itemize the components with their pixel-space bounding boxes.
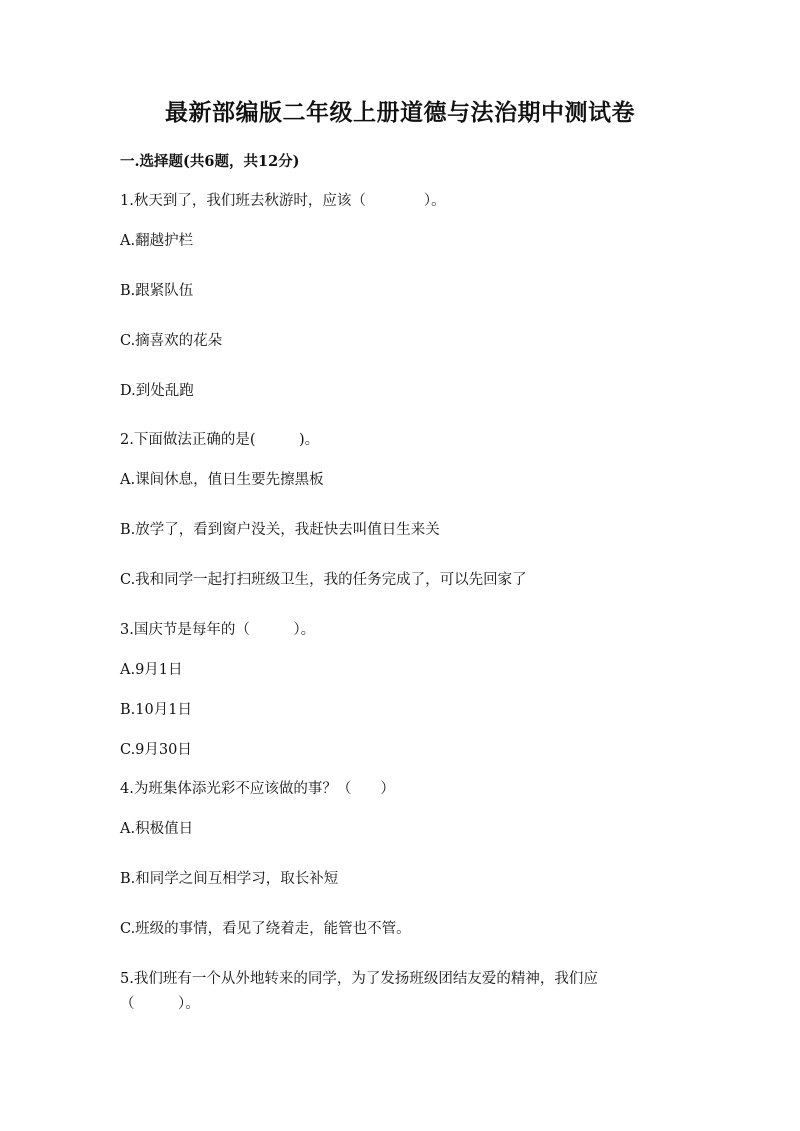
question-1-stem: 1.秋天到了，我们班去秋游时，应该（ ）。 [120, 193, 446, 209]
question-4-option-b: B.和同学之间互相学习，取长补短 [120, 871, 339, 887]
question-3-option-a: A.9月1日 [120, 662, 183, 678]
question-4-option-c: C.班级的事情，看见了绕着走，能管也不管。 [120, 921, 411, 937]
question-2-option-b: B.放学了，看到窗户没关，我赶快去叫值日生来关 [120, 522, 440, 538]
question-5-stem-line2: （ ）。 [120, 996, 200, 1012]
question-4-option-a: A.积极值日 [120, 821, 194, 837]
question-1-option-d: D.到处乱跑 [120, 383, 194, 399]
question-2-option-c: C.我和同学一起打扫班级卫生，我的任务完成了，可以先回家了 [120, 572, 527, 588]
question-3-stem: 3.国庆节是每年的（ ）。 [120, 622, 316, 638]
question-2-stem: 2.下面做法正确的是( )。 [120, 432, 320, 448]
page-title: 最新部编版二年级上册道德与法治期中测试卷 [165, 99, 635, 126]
question-3-option-b: B.10月1日 [120, 702, 192, 718]
section-heading: 一.选择题(共6题，共12分) [120, 153, 300, 170]
question-1-option-b: B.跟紧队伍 [120, 283, 194, 299]
question-2-option-a: A.课间休息，值日生要先擦黑板 [120, 472, 324, 488]
question-5-stem-line1: 5.我们班有一个从外地转来的同学，为了发扬班级团结友爱的精神，我们应 [120, 971, 598, 987]
question-4-stem: 4.为班集体添光彩不应该做的事？（ ） [120, 781, 395, 797]
question-1-option-a: A.翻越护栏 [120, 233, 194, 249]
question-1-option-c: C.摘喜欢的花朵 [120, 333, 223, 349]
question-3-option-c: C.9月30日 [120, 742, 192, 758]
